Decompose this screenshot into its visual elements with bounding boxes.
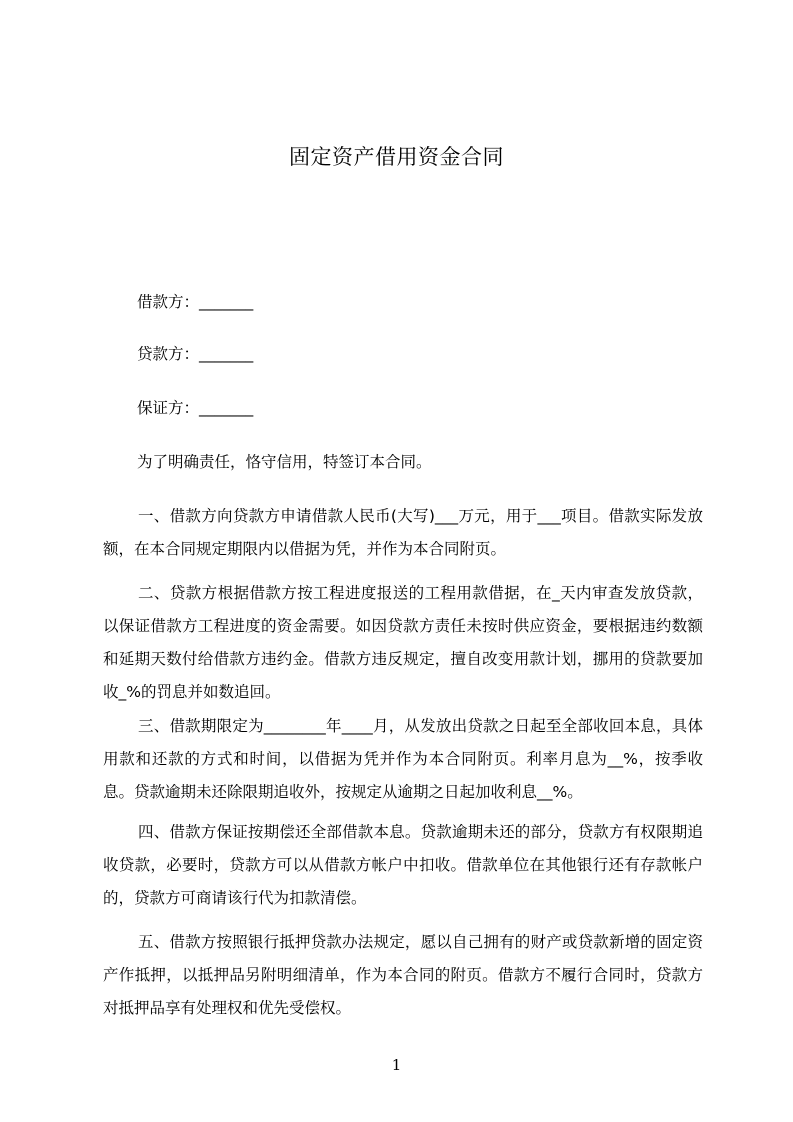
lender-line: 贷款方：_______ <box>137 345 254 363</box>
clause-5: 五、借款方按照银行抵押贷款办法规定，愿以自己拥有的财产或贷款新增的固定资产作抵押，以抵押品另附明细清单，作为本合同的附页。借款方不履行合同时，贷款方对抵押品享有处理权和优先受偿权。 <box>103 933 703 1017</box>
clause-1: 一、借款方向贷款方申请借款人民币(大写)___万元，用于___项目。借款实际发放额，在本合同规定期限内以借据为凭，并作为本合同附页。 <box>103 507 703 558</box>
page-number: 1 <box>391 1056 402 1074</box>
clause-4: 四、借款方保证按期偿还全部借款本息。贷款逾期未还的部分，贷款方有权限期追收贷款，必要时，贷款方可以从借款方帐户中扣收。借款单位在其他银行还有存款帐户的，贷款方可商请该行代为扣款清偿。 <box>103 823 703 907</box>
clause-3: 三、借款期限定为________年____月，从发放出贷款之日起至全部收回本息，具体用款和还款的方式和时间，以借据为凭并作为本合同附页。利率月息为__%，按季收息。贷款逾期未还除限期追收外，按规定从逾期之日起加收利息__%。 <box>103 717 703 801</box>
page-title: 固定资产借用资金合同 <box>289 145 504 169</box>
borrower-line: 借款方：_______ <box>137 293 254 311</box>
clause-2: 二、贷款方根据借款方按工程进度报送的工程用款借据，在_天内审查发放贷款，以保证借款方工程进度的资金需要。如因贷款方责任未按时供应资金，要根据违约数额和延期天数付给借款方违约金。借款方违反规定，擅自改变用款计划，挪用的贷款要加收_%的罚息并如数追回。 <box>103 584 703 701</box>
preamble: 为了明确责任，恪守信用，特签订本合同。 <box>137 453 432 471</box>
guarantor-line: 保证方：_______ <box>137 399 254 417</box>
